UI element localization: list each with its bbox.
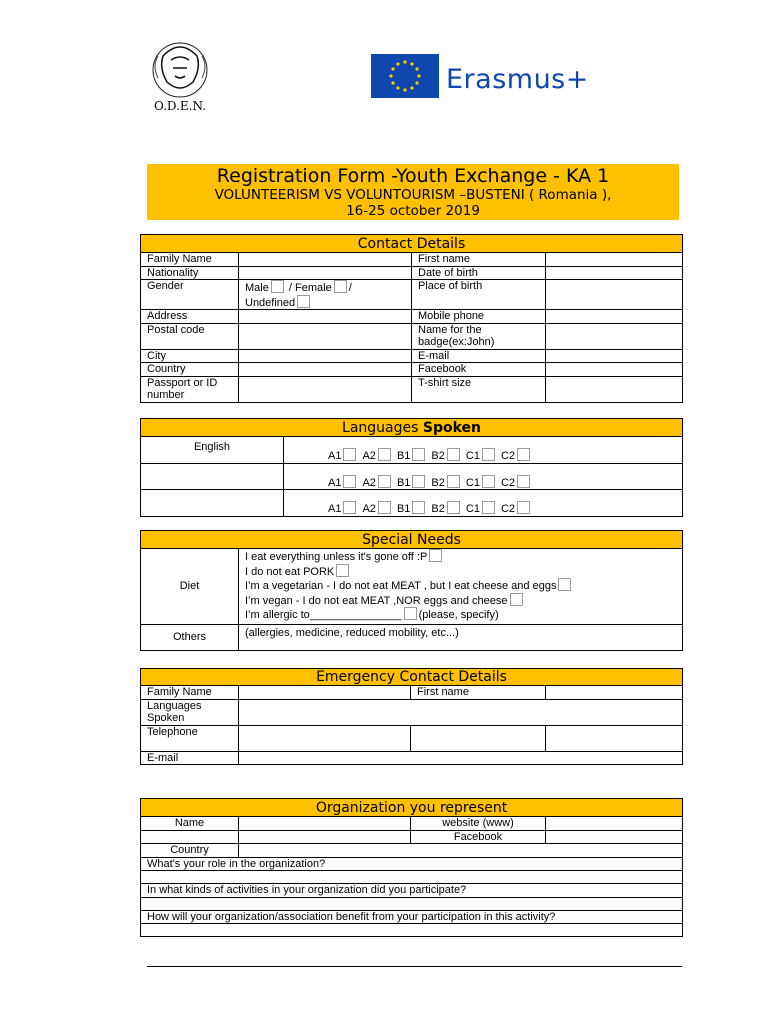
place-of-birth-field[interactable] [546,280,683,310]
level-checkbox[interactable] [343,448,356,461]
gender-options [239,280,412,310]
languages-header-text: Languages [342,419,423,436]
gender-undefined-checkbox[interactable] [297,295,310,308]
tshirt-field[interactable] [546,376,683,402]
diet-allergic-specify: (please, specify) [418,609,499,622]
level-checkbox[interactable] [412,448,425,461]
org-name-field-2[interactable] [239,830,411,844]
emergency-telephone-field-2[interactable] [411,725,546,751]
nationality-field[interactable] [239,266,412,280]
contact-details-header: Contact Details [141,235,683,253]
level-label: B1 [396,450,411,462]
facebook-label: Facebook [412,363,546,377]
org-name-extra [141,830,239,844]
level-label: B2 [431,503,445,515]
languages-header [141,419,683,437]
first-name-field[interactable] [546,253,683,267]
emergency-telephone-label: Telephone [141,725,239,751]
level-checkbox[interactable] [482,448,495,461]
emergency-languages-label: Languages Spoken [141,699,239,725]
diet-option-vegetarian: I’m a vegetarian - I do not eat MEAT , but I eat cheese and eggs [245,580,557,593]
special-needs-header: Special Needs [141,531,683,549]
mobile-phone-field[interactable] [546,310,683,324]
gender-female-label: / Female [288,282,332,294]
org-benefit-answer[interactable] [141,924,683,937]
level-checkbox[interactable] [412,501,425,514]
date-of-birth-field[interactable] [546,266,683,280]
country-field[interactable] [239,363,412,377]
emergency-telephone-field-3[interactable] [546,725,683,751]
emergency-first-name-label: First name [411,686,546,700]
language-levels [284,437,683,464]
others-label: Others [141,625,239,651]
level-checkbox[interactable] [482,475,495,488]
others-field[interactable]: (allergies, medicine, reduced mobility, etc...) [239,625,683,651]
level-checkbox[interactable] [517,501,530,514]
special-needs-table [140,530,683,651]
language-name[interactable] [141,463,284,490]
bottom-rule [147,966,682,967]
level-checkbox[interactable] [517,475,530,488]
emergency-first-name-field[interactable] [546,686,683,700]
org-name-label: Name [141,817,239,831]
org-benefit-question: How will your organization/association benefit from your participation in this activity? [141,910,683,924]
organization-header: Organization you represent [141,799,683,817]
level-label: A1 [328,476,342,489]
diet-allergic-checkbox[interactable] [404,607,417,620]
nationality-label: Nationality [141,266,239,280]
form-subtitle-1: VOLUNTEERISM VS VOLUNTOURISM –BUSTENI ( Romania ), [214,187,612,203]
place-of-birth-label: Place of birth [412,280,546,310]
level-checkbox[interactable] [378,448,391,461]
oden-logo [133,36,227,114]
family-name-field[interactable] [239,253,412,267]
city-field[interactable] [239,349,412,363]
level-checkbox[interactable] [482,501,495,514]
org-role-answer[interactable] [141,871,683,884]
language-levels [284,463,683,490]
city-label: City [141,349,239,363]
languages-header-bold: Spoken [422,419,481,436]
diet-label: Diet [141,549,239,625]
erasmus-wordmark: Erasmus+ [446,64,589,95]
diet-option-allergic: I’m allergic to_______________ [245,609,402,622]
gender-label: Gender [141,280,239,310]
date-of-birth-label: Date of birth [412,266,546,280]
diet-option-no-pork: I do not eat PORK [245,565,335,578]
form-title: Registration Form -Youth Exchange - KA 1 [216,165,610,187]
diet-option-vegan: I’m vegan - I do not eat MEAT ,NOR eggs and cheese [245,594,508,607]
emergency-telephone-field[interactable] [239,725,411,751]
postal-code-label: Postal code [141,323,239,349]
level-checkbox[interactable] [412,475,425,488]
badge-name-field[interactable] [546,323,683,349]
diet-options [239,549,683,625]
org-website-label: website (www) [411,817,546,831]
diet-vegetarian-checkbox[interactable] [558,578,571,591]
level-checkbox[interactable] [343,501,356,514]
emergency-email-field[interactable] [239,751,683,765]
emergency-family-name-field[interactable] [239,686,411,700]
level-label: B1 [396,476,411,489]
eu-flag-logo [371,54,439,98]
level-label: C2 [500,476,515,489]
badge-name-label: Name for the badge(ex:John) [412,323,546,349]
level-label: C2 [500,503,515,515]
emergency-contact-table [140,668,683,765]
level-label: A1 [328,450,342,462]
emergency-contact-header: Emergency Contact Details [141,669,683,686]
org-facebook-field[interactable] [546,830,683,844]
org-role-question: What's your role in the organization? [141,857,683,871]
org-website-field[interactable] [546,817,683,831]
language-levels [284,490,683,517]
passport-label: Passport or ID number [141,376,239,402]
form-title-banner [147,164,679,220]
level-label: B2 [431,476,445,489]
level-label: C1 [465,476,480,489]
form-subtitle-2: 16-25 october 2019 [346,203,480,219]
languages-table [140,418,683,517]
org-country-field[interactable] [239,844,683,858]
org-name-field[interactable] [239,817,411,831]
level-checkbox[interactable] [343,475,356,488]
family-name-label: Family Name [141,253,239,267]
gender-undefined-label: Undefined [245,296,296,309]
svg-text:O.D.E.N.: O.D.E.N. [153,99,207,113]
level-label: C1 [465,503,480,515]
diet-everything-checkbox[interactable] [429,549,442,562]
level-checkbox[interactable] [378,475,391,488]
gender-male-label: Male [245,282,269,294]
address-label: Address [141,310,239,324]
facebook-field[interactable] [546,363,683,377]
emergency-languages-field[interactable] [239,699,683,725]
diet-no-pork-checkbox[interactable] [336,564,349,577]
gender-separator: / [348,282,352,294]
level-label: A2 [362,476,376,489]
country-label: Country [141,363,239,377]
org-activities-answer[interactable] [141,897,683,910]
mobile-phone-label: Mobile phone [412,310,546,324]
level-checkbox[interactable] [378,501,391,514]
organization-table [140,798,683,937]
contact-details-table [140,234,683,403]
language-name[interactable] [141,490,284,517]
language-name[interactable]: English [141,437,284,464]
level-label: C2 [500,450,515,462]
level-checkbox[interactable] [447,501,460,514]
gender-male-checkbox[interactable] [271,280,284,293]
emergency-family-name-label: Family Name [141,686,239,700]
org-activities-question: In what kinds of activities in your organization did you participate? [141,884,683,898]
level-checkbox[interactable] [517,448,530,461]
org-country-label: Country [141,844,239,858]
level-label: C1 [465,450,480,462]
address-field[interactable] [239,310,412,324]
level-checkbox[interactable] [447,475,460,488]
emergency-email-label: E-mail [141,751,239,765]
org-facebook-label: Facebook [411,830,546,844]
level-label: B1 [396,503,411,515]
level-label: B2 [431,450,445,462]
gender-female-checkbox[interactable] [334,280,347,293]
diet-vegan-checkbox[interactable] [510,593,523,606]
postal-code-field[interactable] [239,323,412,349]
level-label: A2 [362,450,376,462]
level-checkbox[interactable] [447,448,460,461]
tshirt-label: T-shirt size [412,376,546,402]
first-name-label: First name [412,253,546,267]
diet-option-everything: I eat everything unless it's gone off :P [245,551,428,563]
email-field[interactable] [546,349,683,363]
level-label: A1 [328,503,342,515]
passport-field[interactable] [239,376,412,402]
level-label: A2 [362,503,376,515]
email-label: E-mail [412,349,546,363]
